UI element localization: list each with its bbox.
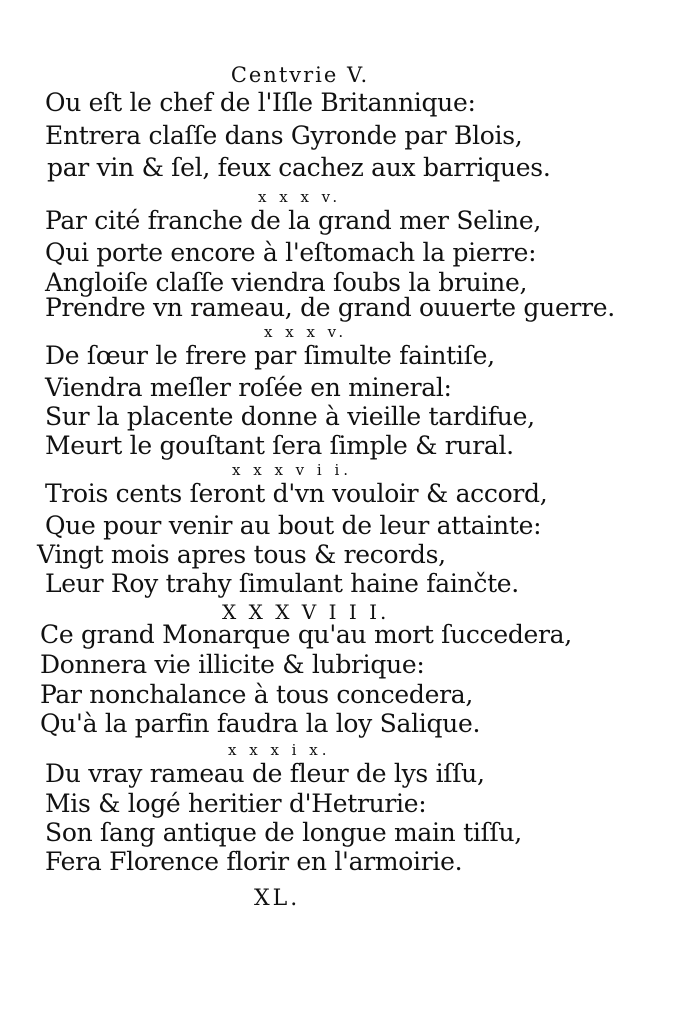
running-head: Centvrie V. [230,63,370,87]
verse-line: Donnera vie illicite & lubrique: [40,650,425,679]
verse-line: Sur la placente donne à vieille tardifue, [45,402,535,431]
verse-line: Que pour venir au bout de leur attainte: [45,511,542,540]
catchword: XL. [254,886,301,911]
verse-line: Ou eſt le chef de l'Iſle Britannique: [45,88,476,117]
verse-line: Du vray rameau de fleur de lys iſſu, [45,759,485,788]
verse-line: Ce grand Monarque qu'au mort ſuccedera, [40,620,572,649]
verse-line: Angloiſe claſſe viendra ſoubs la bruine, [45,268,528,297]
verse-line: Meurt le gouſtant ſera ſimple & rural. [45,431,514,460]
quatrain-number: x x x v. [264,323,348,341]
verse-line: Mis & logé heritier d'Hetrurie: [45,789,427,818]
quatrain-number: X X X V I I I. [222,600,390,624]
verse-line: Par cité franche de la grand mer Seline, [45,206,541,235]
verse-line: Trois cents ſeront d'vn vouloir & accord, [45,479,548,508]
verse-line: Qu'à la parfin faudra la loy Salique. [40,709,481,738]
verse-line: par vin & ſel, feux cachez aux barriques. [47,153,551,182]
verse-line: Par nonchalance à tous concedera, [40,680,473,709]
verse-line: Fera Florence florir en l'armoirie. [45,847,463,876]
verse-line: Son ſang antique de longue main tiſſu, [45,818,522,847]
verse-line: Qui porte encore à l'eſtomach la pierre: [45,238,537,267]
quatrain-number: x x x v. [258,188,342,206]
verse-line: Vingt mois apres tous & records, [37,540,446,569]
quatrain-number: x x x i x. [228,741,331,759]
verse-line: Viendra meſler roſée en mineral: [45,373,452,402]
verse-line: Entrera claſſe dans Gyronde par Blois, [45,121,523,150]
verse-line: De ſœur le frere par ſimulte faintiſe, [45,341,495,370]
verse-line: Leur Roy trahy ſimulant haine fainčte. [45,569,519,598]
quatrain-number: x x x v i i. [232,461,353,479]
verse-line: Prendre vn rameau, de grand ouuerte guerre. [45,293,615,322]
